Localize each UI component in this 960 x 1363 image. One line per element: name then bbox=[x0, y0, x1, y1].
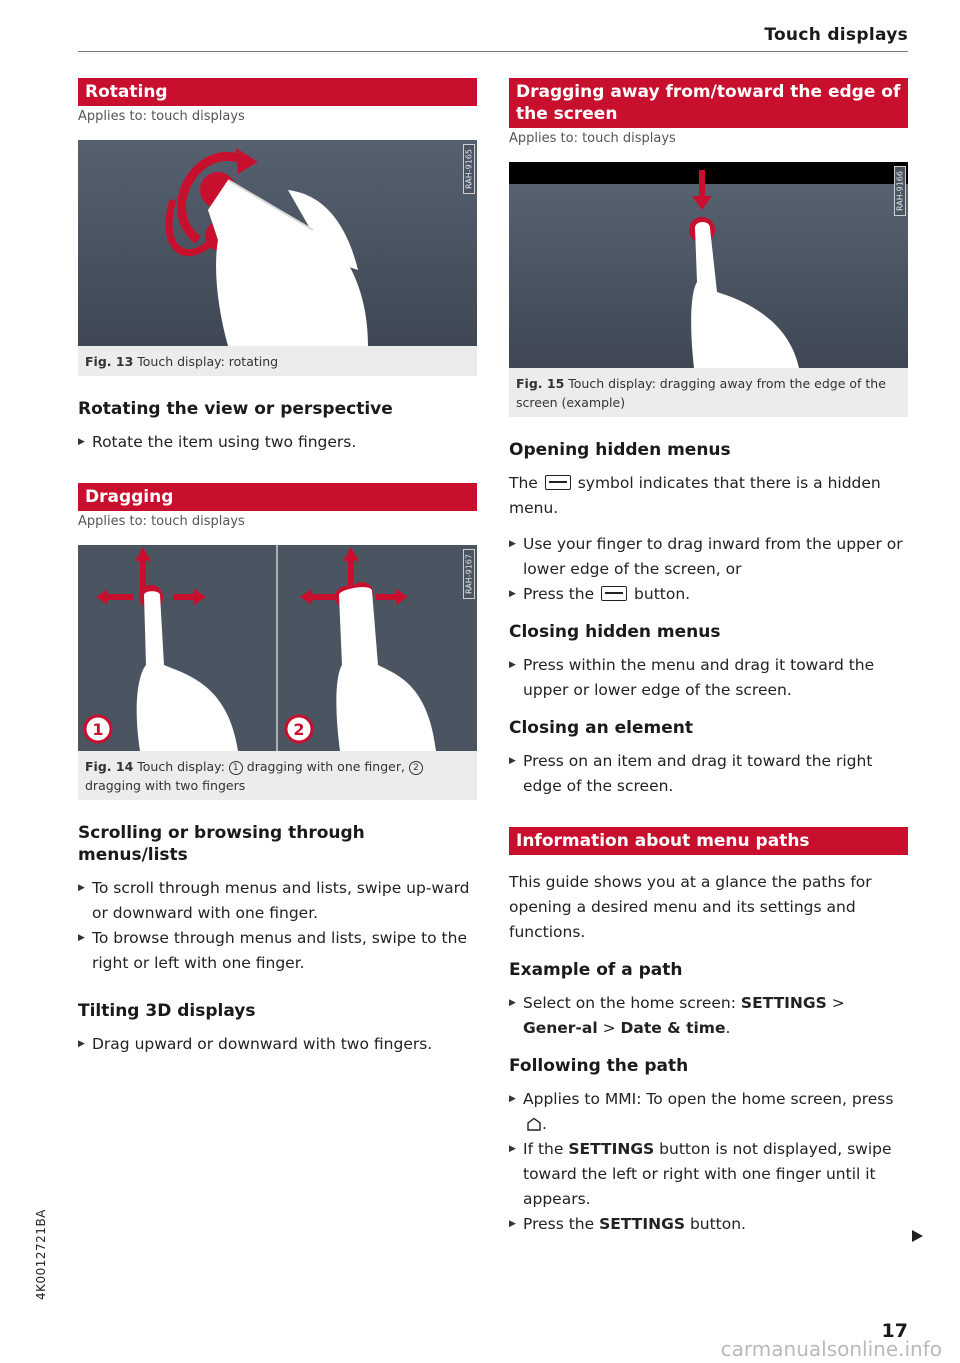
opening-intro-end: symbol indicates that there is a hidden menu. bbox=[509, 474, 881, 517]
settings-term: SETTINGS bbox=[599, 1215, 685, 1233]
edge-drag-illustration bbox=[509, 162, 908, 368]
header-title: Touch displays bbox=[764, 25, 908, 45]
rotate-gesture-illustration bbox=[78, 140, 477, 346]
path-separator: > bbox=[831, 994, 845, 1012]
hidden-menu-symbol-icon bbox=[545, 475, 571, 490]
path-separator: > bbox=[602, 1019, 616, 1037]
sub-heading-tilting: Tilting 3D displays bbox=[78, 1001, 256, 1021]
circled-number-2-icon: 2 bbox=[409, 761, 423, 775]
bullet-text-end: button is not displayed, swipe toward the left or right with one finger until it appears. bbox=[523, 1140, 892, 1208]
sub-heading-opening-hidden-menus: Opening hidden menus bbox=[509, 440, 731, 460]
path-prefix: Select on the home screen: bbox=[523, 994, 736, 1012]
figure-image-edge-drag bbox=[509, 162, 908, 368]
figure-caption-part2: dragging with two fingers bbox=[85, 778, 246, 793]
list-item bbox=[509, 1212, 908, 1237]
hidden-menu-symbol-icon bbox=[601, 586, 627, 601]
scrolling-bullet-list bbox=[78, 876, 477, 976]
figure-code-label: RAH-9167 bbox=[463, 549, 475, 599]
bullet-text-end: . bbox=[542, 1115, 547, 1133]
figure-caption-prefix: Touch display: bbox=[137, 759, 225, 774]
menu-paths-body: This guide shows you at a glance the paths for opening a desired menu and its settings and functions. bbox=[509, 873, 872, 941]
path-general: Gener-al bbox=[523, 1019, 598, 1037]
sub-heading-example-path: Example of a path bbox=[509, 960, 683, 980]
example-bullet-list bbox=[509, 991, 908, 1041]
list-item: ▶ Use your finger to drag inward from the upper or lower edge of the screen, or bbox=[509, 532, 908, 582]
page-number: 17 bbox=[881, 1320, 908, 1342]
section-heading-dragging: Dragging bbox=[78, 483, 477, 511]
figure-image-dragging bbox=[78, 545, 477, 751]
document-code: 4K0012721BA bbox=[34, 1209, 48, 1300]
figure-code-label: RAH-9166 bbox=[894, 166, 906, 216]
left-column bbox=[78, 78, 477, 1057]
circled-number-1-icon: 1 bbox=[229, 761, 243, 775]
figure-caption-text: Touch display: rotating bbox=[137, 354, 279, 369]
figure-caption bbox=[78, 751, 477, 800]
section-heading-edge-drag: Dragging away from/toward the edge of the screen bbox=[509, 78, 908, 128]
sub-heading-following-path: Following the path bbox=[509, 1056, 689, 1076]
path-date-time: Date & time bbox=[620, 1019, 726, 1037]
sub-heading-rotating-view: Rotating the view or perspective bbox=[78, 399, 393, 419]
section-heading-menu-paths: Information about menu paths bbox=[509, 827, 908, 855]
watermark: carmanualsonline.info bbox=[720, 1337, 942, 1361]
list-item: ▶ To scroll through menus and lists, swipe up-ward or downward with one finger. bbox=[78, 876, 477, 926]
following-bullet-list bbox=[509, 1087, 908, 1237]
header-rule bbox=[78, 51, 908, 52]
section-heading-rotating: Rotating bbox=[78, 78, 477, 106]
home-icon bbox=[526, 1117, 542, 1131]
svg-text:2: 2 bbox=[293, 720, 305, 739]
figure-caption bbox=[78, 346, 477, 376]
list-item bbox=[509, 991, 908, 1041]
list-item: ▶ Drag upward or downward with two fingers. bbox=[78, 1032, 477, 1057]
path-end: . bbox=[725, 1019, 731, 1037]
continue-arrow-icon bbox=[912, 1230, 923, 1242]
figure-caption-text: Touch display: dragging away from the edge of the screen (example) bbox=[516, 376, 886, 410]
figure-label: Fig. 13 bbox=[85, 354, 134, 369]
figure-label: Fig. 14 bbox=[85, 759, 134, 774]
applies-note: Applies to: touch displays bbox=[78, 514, 245, 529]
settings-term: SETTINGS bbox=[568, 1140, 655, 1158]
list-item bbox=[509, 1137, 908, 1212]
list-item: ▶ Press on an item and drag it toward the right edge of the screen. bbox=[509, 749, 908, 799]
sub-heading-closing-element: Closing an element bbox=[509, 718, 693, 738]
opening-bullet-list bbox=[509, 532, 908, 607]
sub-heading-closing-hidden-menus: Closing hidden menus bbox=[509, 622, 721, 642]
list-item bbox=[509, 582, 908, 607]
bullet-text-end: button. bbox=[634, 585, 691, 603]
figure-image-rotating bbox=[78, 140, 477, 346]
bullet-text-start: If the bbox=[523, 1140, 564, 1158]
figure-15 bbox=[509, 162, 908, 417]
applies-note: Applies to: touch displays bbox=[509, 131, 676, 146]
list-item: ▶ To browse through menus and lists, swipe to the right or left with one finger. bbox=[78, 926, 477, 976]
figure-13 bbox=[78, 140, 477, 376]
closing-element-bullet-list bbox=[509, 749, 908, 799]
figure-caption bbox=[509, 368, 908, 417]
list-item: ▶ Press within the menu and drag it toward the upper or lower edge of the screen. bbox=[509, 653, 908, 703]
right-column bbox=[509, 78, 908, 1237]
figure-14 bbox=[78, 545, 477, 800]
list-item bbox=[509, 1087, 908, 1137]
closing-bullet-list bbox=[509, 653, 908, 703]
list-item: ▶ Rotate the item using two fingers. bbox=[78, 430, 477, 455]
bullet-text-start: Press the bbox=[523, 585, 595, 603]
figure-label: Fig. 15 bbox=[516, 376, 565, 391]
figure-code-label: RAH-9165 bbox=[463, 144, 475, 194]
sub-heading-scrolling: Scrolling or browsing through menus/lists bbox=[78, 823, 365, 865]
tilting-bullet-list bbox=[78, 1032, 477, 1057]
bullet-text: Applies to MMI: To open the home screen, press bbox=[523, 1090, 894, 1108]
opening-intro bbox=[509, 471, 908, 521]
drag-gesture-illustration bbox=[78, 545, 477, 751]
applies-note: Applies to: touch displays bbox=[78, 109, 245, 124]
rotating-bullet-list bbox=[78, 430, 477, 455]
figure-caption-part1: dragging with one finger, bbox=[246, 759, 405, 774]
opening-intro-start: The bbox=[509, 474, 538, 492]
bullet-text-end: button. bbox=[689, 1215, 746, 1233]
path-settings: SETTINGS bbox=[740, 994, 827, 1012]
bullet-text-start: Press the bbox=[523, 1215, 595, 1233]
svg-text:1: 1 bbox=[92, 720, 104, 739]
